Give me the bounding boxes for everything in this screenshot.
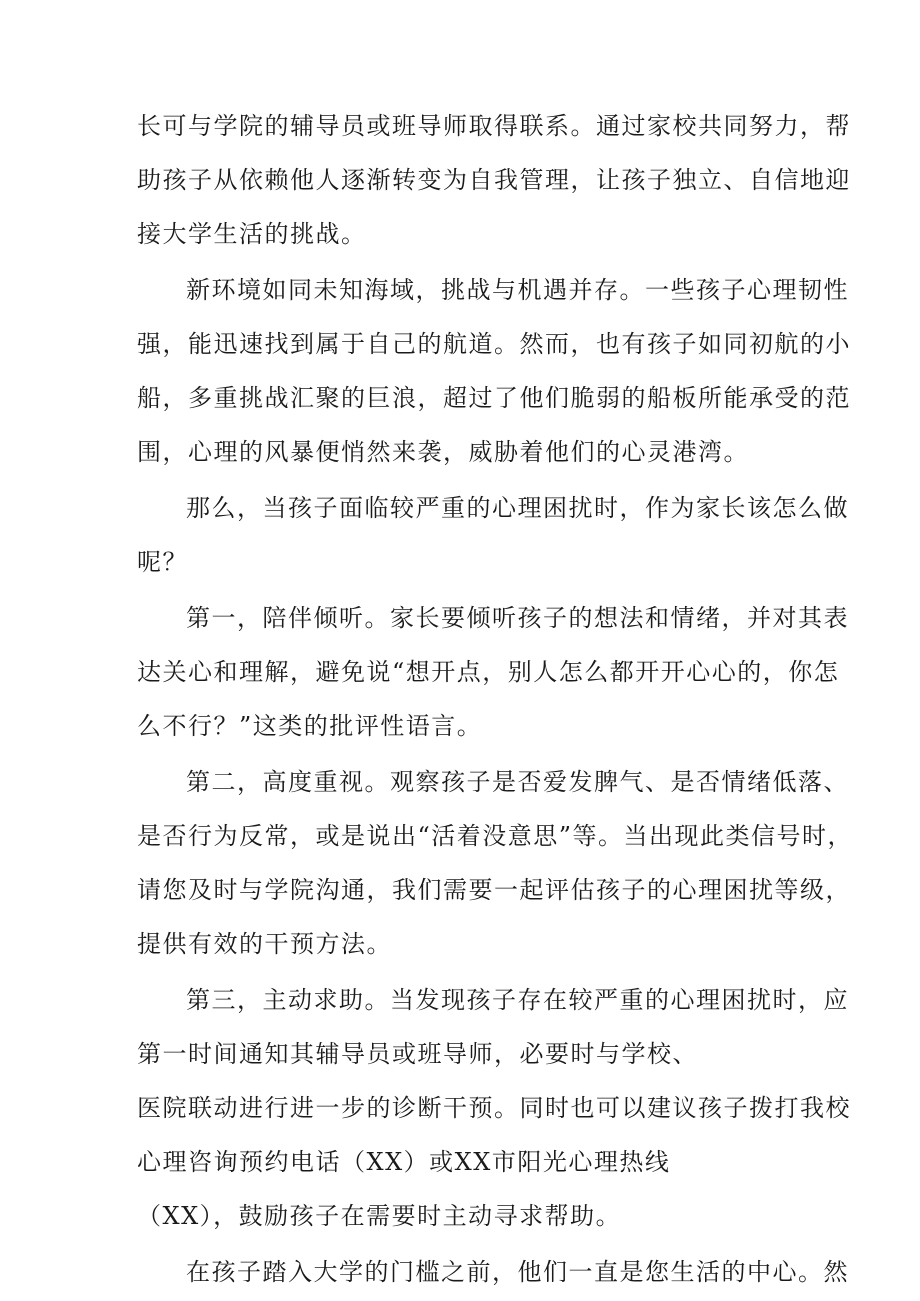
text-line: 第一时间通知其辅导员或班导师，必要时与学校、 [137,1040,698,1068]
text-line: 长可与学院的辅导员或班导师取得联系。通过家校共同努力，帮 [137,112,851,140]
text-line: （XX），鼓励孩子在需要时主动寻求帮助。 [137,1202,622,1230]
text-line: 达关心和理解，避免说“想开点，别人怎么都开开心心的，你怎 [137,658,840,686]
text-line: 第三，主动求助。当发现孩子存在较严重的心理困扰时，应 [186,986,849,1014]
text-line: 第一，陪伴倾听。家长要倾听孩子的想法和情绪，并对其表 [186,604,849,632]
text-line: 么不行？”这类的批评性语言。 [137,712,483,740]
text-line: 是否行为反常，或是说出“活着没意思”等。当出现此类信号时， [137,822,854,850]
text-line: 提供有效的干预方法。 [137,930,392,958]
text-line: 船，多重挑战汇聚的巨浪，超过了他们脆弱的船板所能承受的范 [137,384,851,412]
text-line: 新环境如同未知海域，挑战与机遇并存。一些孩子心理韧性 [186,276,849,304]
text-line: 请您及时与学院沟通，我们需要一起评估孩子的心理困扰等级， [137,876,851,904]
text-line: 第二，高度重视。观察孩子是否爱发脾气、是否情绪低落、 [186,768,849,796]
text-line: 在孩子踏入大学的门槛之前，他们一直是您生活的中心。然 [186,1258,849,1286]
text-line: 强，能迅速找到属于自己的航道。然而，也有孩子如同初航的小 [137,330,851,358]
text-line: 心理咨询预约电话（XX）或XX市阳光心理热线 [137,1148,671,1176]
text-line: 那么，当孩子面临较严重的心理困扰时，作为家长该怎么做 [186,494,849,522]
text-line: 医院联动进行进一步的诊断干预。同时也可以建议孩子拨打我校 [137,1094,851,1122]
text-line: 围，心理的风暴便悄然来袭，威胁着他们的心灵港湾。 [137,438,749,466]
text-line: 接大学生活的挑战。 [137,220,367,248]
text-line: 呢？ [137,548,188,576]
text-line: 助孩子从依赖他人逐渐转变为自我管理，让孩子独立、自信地迎 [137,166,851,194]
